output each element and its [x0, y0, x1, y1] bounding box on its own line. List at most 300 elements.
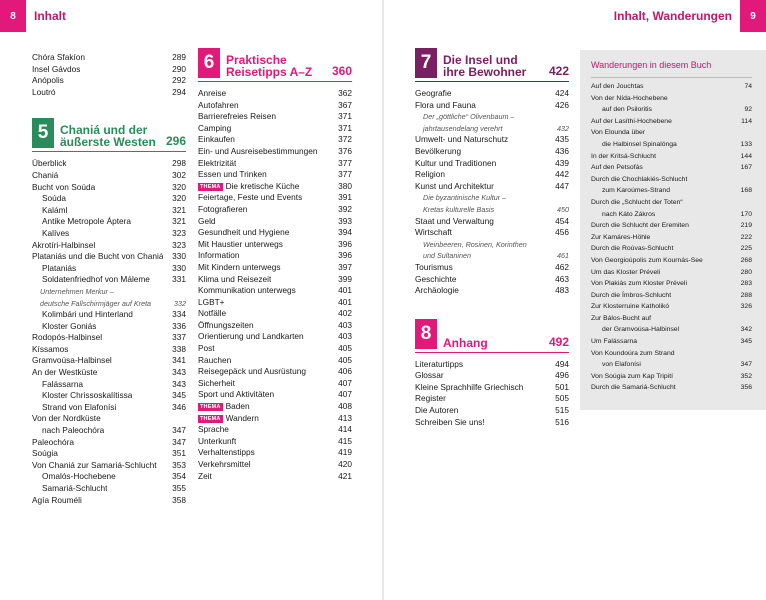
- toc-entry[interactable]: [198, 239, 352, 251]
- hike-entry[interactable]: [580, 116, 766, 128]
- toc-entry[interactable]: [198, 320, 352, 332]
- toc-entry-title: [415, 111, 514, 123]
- toc-entry-text: Bucht von Soúda: [32, 181, 96, 192]
- toc-entry-page: 289: [172, 52, 186, 62]
- toc-entry-page: 320: [172, 193, 186, 204]
- toc-entry[interactable]: [32, 413, 186, 425]
- toc-entry-text: Orientierung und Landkarten: [198, 331, 304, 342]
- toc-entry-title: [415, 359, 463, 371]
- toc-entry-title: [32, 286, 114, 298]
- toc-entry[interactable]: [198, 378, 352, 390]
- toc-entry-title: [198, 436, 236, 448]
- hike-entry-page: 326: [740, 303, 752, 311]
- toc-entry-text: Loutró: [32, 86, 56, 97]
- toc-entry-text: Kíssamos: [32, 343, 69, 354]
- chapter-page: 296: [165, 134, 186, 149]
- toc-entry[interactable]: [32, 158, 186, 170]
- toc-entry[interactable]: [415, 181, 569, 193]
- toc-entry[interactable]: [415, 123, 569, 135]
- toc-entry-title: [415, 216, 494, 228]
- toc-entry[interactable]: [32, 240, 186, 252]
- toc-entry-title: [32, 158, 67, 170]
- toc-entry-page: 483: [555, 285, 569, 296]
- toc-entry-text: Weinbeeren, Rosinen, Korinthen: [423, 239, 527, 249]
- hike-entry[interactable]: [580, 232, 766, 244]
- hike-entry[interactable]: [580, 371, 766, 383]
- hike-entry-title: von Elafonísi: [602, 361, 641, 369]
- chapter-heading[interactable]: [415, 48, 569, 82]
- wanderungen-title: Wanderungen in diesem Buch: [591, 60, 712, 70]
- toc-entry-page: 334: [172, 309, 186, 320]
- toc-entry-text: und Sultaninen: [423, 251, 471, 261]
- toc-entry-title: [415, 417, 485, 429]
- toc-entry-page: 401: [338, 296, 352, 307]
- toc-entry[interactable]: [198, 401, 352, 413]
- toc-entry[interactable]: [415, 262, 569, 274]
- toc-entry[interactable]: [415, 100, 569, 112]
- toc-entry-title: [415, 158, 496, 170]
- toc-entry[interactable]: [198, 146, 352, 158]
- toc-entry[interactable]: [198, 227, 352, 239]
- toc-entry[interactable]: [32, 425, 186, 437]
- toc-entry[interactable]: [415, 227, 569, 239]
- toc-entry-page: 362: [338, 88, 352, 98]
- toc-entry[interactable]: [32, 471, 186, 483]
- toc-entry[interactable]: [198, 158, 352, 170]
- toc-entry[interactable]: [415, 111, 569, 123]
- toc-entry-page: 377: [338, 169, 352, 180]
- hike-entry-title: Von der Nída-Hochebene: [591, 94, 668, 102]
- hike-entry[interactable]: [580, 336, 766, 348]
- toc-entry-title: [198, 227, 289, 239]
- toc-entry-page: 461: [557, 251, 569, 261]
- toc-entry[interactable]: [198, 355, 352, 367]
- toc-entry-page: 454: [555, 215, 569, 226]
- hike-entry-page: 170: [740, 210, 752, 218]
- toc-entry[interactable]: [32, 355, 186, 367]
- toc-entry-title: [415, 393, 446, 405]
- toc-entry[interactable]: [415, 250, 569, 262]
- toc-entry-page: 345: [172, 390, 186, 401]
- toc-entry-page: 415: [338, 435, 352, 446]
- toc-entry-text: Kalíves: [42, 227, 70, 238]
- toc-entry-text: Geschichte: [415, 273, 457, 284]
- toc-entry[interactable]: [32, 379, 186, 391]
- hike-entry-page: 144: [740, 152, 752, 160]
- toc-entry-title: [32, 332, 102, 344]
- toc-entry-text: Mit Kindern unterwegs: [198, 261, 281, 272]
- toc-entry-title: [415, 405, 458, 417]
- toc-entry[interactable]: [198, 169, 352, 181]
- toc-entry[interactable]: [415, 134, 569, 146]
- toc-entry[interactable]: [32, 228, 186, 240]
- toc-entry-page: 463: [555, 273, 569, 284]
- toc-entry-text: Chaniá: [32, 169, 59, 180]
- toc-entry-title: [198, 216, 216, 228]
- toc-entry-page: 371: [338, 122, 352, 133]
- toc-entry-text: Autofahren: [198, 99, 239, 110]
- toc-entry-title: [32, 75, 64, 87]
- toc-entry[interactable]: [198, 297, 352, 309]
- toc-entry[interactable]: [32, 460, 186, 472]
- thema-badge: THEMA: [200, 404, 221, 411]
- toc-entry[interactable]: [198, 262, 352, 274]
- toc-entry-page: 403: [338, 319, 352, 330]
- toc-entry-text: Kolimbári und Hinterland: [42, 309, 133, 320]
- hike-entry-title: Von Soúgia zum Kap Tripití: [591, 372, 673, 380]
- toc-entry[interactable]: [32, 390, 186, 402]
- toc-entry-title: [415, 146, 461, 158]
- toc-entry[interactable]: [32, 367, 186, 379]
- toc-entry-page: 439: [555, 157, 569, 168]
- hike-entry[interactable]: [580, 139, 766, 151]
- toc-entry[interactable]: [198, 216, 352, 228]
- toc-entry-page: 496: [555, 370, 569, 381]
- toc-entry-page: 515: [555, 405, 569, 416]
- hike-entry[interactable]: [580, 104, 766, 116]
- hike-entry-page: 283: [740, 280, 752, 288]
- toc-entry[interactable]: [32, 437, 186, 449]
- toc-entry[interactable]: [198, 331, 352, 343]
- toc-entry-title: [415, 169, 445, 181]
- toc-entry[interactable]: [415, 192, 569, 204]
- toc-entry[interactable]: [198, 436, 352, 448]
- toc-entry-text: Der „göttliche“ Olivenbaum –: [423, 112, 515, 122]
- chapter-page: 492: [548, 334, 569, 349]
- hike-entry-title: auf den Psiloritis: [602, 106, 652, 114]
- toc-entry[interactable]: [415, 405, 569, 417]
- hike-entry[interactable]: [580, 93, 766, 105]
- thema-badge: THEMA: [200, 415, 221, 422]
- toc-entry[interactable]: [198, 343, 352, 355]
- toc-entry-page: 406: [338, 366, 352, 377]
- toc-entry[interactable]: [32, 182, 186, 194]
- page-number-left: 8: [0, 0, 26, 32]
- toc-entry-text: Omalós-Hochebene: [42, 471, 116, 482]
- hike-entry[interactable]: [580, 301, 766, 313]
- toc-entry[interactable]: [198, 204, 352, 216]
- chapter-page: 360: [331, 64, 352, 78]
- toc-entry-text: Kleine Sprachhilfe Griechisch: [415, 381, 524, 392]
- toc-entry[interactable]: [415, 417, 569, 429]
- toc-entry-page: 346: [172, 401, 186, 412]
- toc-entry-page: 367: [338, 99, 352, 110]
- toc-entry[interactable]: [32, 309, 186, 321]
- toc-entry-text: Soúda: [42, 193, 66, 204]
- toc-entry-title: [415, 123, 503, 135]
- toc-entry-page: 355: [172, 483, 186, 493]
- hike-entry-title: die Halbinsel Spinalónga: [602, 140, 677, 148]
- toc-entry-page: 377: [338, 157, 352, 168]
- toc-entry-title: [32, 182, 95, 194]
- hike-entry[interactable]: [580, 127, 766, 139]
- hike-entry-title: Durch die Roúvas-Schlucht: [591, 245, 674, 253]
- hike-entry[interactable]: [580, 197, 766, 209]
- toc-entry-page: 354: [172, 471, 186, 482]
- toc-entry-title: [32, 390, 132, 402]
- toc-entry[interactable]: [32, 321, 186, 333]
- toc-entry[interactable]: [32, 87, 186, 99]
- hike-entry-page: 280: [740, 268, 752, 276]
- toc-entry-page: 347: [172, 425, 186, 436]
- toc-entry[interactable]: [198, 134, 352, 146]
- toc-entry[interactable]: [32, 274, 186, 286]
- toc-entry-page: 391: [338, 192, 352, 203]
- toc-entry[interactable]: [32, 402, 186, 414]
- toc-entry-title: [32, 402, 116, 414]
- toc-entry-text: Falássarna: [42, 378, 84, 389]
- toc-entry-title: [198, 123, 231, 135]
- toc-entry[interactable]: [415, 216, 569, 228]
- toc-entry-text: Kloster Goniás: [42, 320, 97, 331]
- toc-entry-text: Strand von Elafonísi: [42, 401, 117, 412]
- toc-entry-page: 450: [557, 204, 569, 214]
- toc-entry-title: [198, 401, 250, 413]
- hike-entry-title: Zur Bálos-Bucht auf: [591, 314, 652, 322]
- toc-entry[interactable]: [415, 158, 569, 170]
- hike-entry-page: 268: [740, 256, 752, 264]
- hike-entry[interactable]: [580, 382, 766, 394]
- toc-entry[interactable]: [32, 263, 186, 275]
- toc-entry-page: 421: [338, 470, 352, 481]
- toc-entry-page: 394: [338, 227, 352, 238]
- thema-badge: THEMA: [200, 183, 221, 190]
- toc-column-1: [32, 52, 186, 506]
- toc-entry-title: [32, 216, 131, 228]
- hike-entry-title: Durch die „Schlucht der Toten“: [591, 198, 683, 206]
- toc-entry[interactable]: [198, 413, 352, 425]
- toc-entry-title: [32, 460, 157, 472]
- toc-entry[interactable]: [32, 344, 186, 356]
- toc-entry-title: [198, 447, 255, 459]
- toc-entry-text: Sicherheit: [198, 377, 235, 388]
- hike-entry[interactable]: [580, 151, 766, 163]
- toc-entry-page: 505: [555, 393, 569, 404]
- running-title-right: Inhalt, Wanderungen: [383, 0, 740, 32]
- chapter-heading[interactable]: [415, 319, 569, 353]
- toc-entry[interactable]: [32, 52, 186, 64]
- toc-entry-page: 323: [172, 227, 186, 238]
- toc-entry-text: Ein- und Ausreisebestimmungen: [198, 145, 318, 156]
- toc-entry-page: 392: [338, 203, 352, 214]
- toc-entry[interactable]: [415, 239, 569, 251]
- chapter-heading[interactable]: [32, 118, 186, 152]
- hike-entry[interactable]: [580, 348, 766, 360]
- toc-entry[interactable]: [415, 88, 569, 100]
- toc-entry[interactable]: [415, 204, 569, 216]
- toc-entry-title: [32, 483, 107, 495]
- hike-entry-title: In der Kritsá-Schlucht: [591, 152, 656, 160]
- hike-entry[interactable]: [580, 359, 766, 371]
- toc-entry-title: [415, 227, 452, 239]
- hike-entry[interactable]: [580, 313, 766, 325]
- hike-entry[interactable]: [580, 209, 766, 221]
- toc-entry[interactable]: [415, 382, 569, 394]
- toc-entry[interactable]: [32, 64, 186, 76]
- toc-entry-text: Verhaltenstipps: [198, 447, 255, 458]
- toc-entry[interactable]: [198, 366, 352, 378]
- toc-entry-text: Baden: [225, 401, 250, 412]
- hike-entry[interactable]: [580, 220, 766, 232]
- toc-entry-page: 358: [172, 494, 186, 505]
- hike-entry[interactable]: [580, 174, 766, 186]
- toc-entry[interactable]: [32, 205, 186, 217]
- toc-entry-text: Kommunikation unterwegs: [198, 285, 296, 296]
- toc-entry[interactable]: [32, 75, 186, 87]
- toc-entry[interactable]: [32, 495, 186, 507]
- hike-entry[interactable]: [580, 278, 766, 290]
- toc-entry-text: Unternehmen Merkur –: [40, 286, 114, 296]
- toc-entry-title: [32, 170, 58, 182]
- toc-entry-title: [198, 262, 281, 274]
- toc-entry[interactable]: [198, 447, 352, 459]
- toc-entry[interactable]: [198, 285, 352, 297]
- toc-entry-text: Die Autoren: [415, 405, 459, 416]
- toc-entry[interactable]: [415, 359, 569, 371]
- toc-entry-page: 343: [172, 367, 186, 378]
- toc-entry[interactable]: [32, 286, 186, 298]
- toc-entry-page: 302: [172, 169, 186, 180]
- toc-entry[interactable]: [198, 181, 352, 193]
- toc-entry-page: 414: [338, 424, 352, 435]
- toc-entry-text: Kretas kulturelle Basis: [423, 204, 495, 214]
- toc-entry-page: 353: [172, 459, 186, 470]
- toc-entry-text: nach Paleochóra: [42, 425, 105, 436]
- toc-entry-text: Schreiben Sie uns!: [415, 416, 485, 427]
- toc-entry[interactable]: [415, 285, 569, 297]
- toc-entry[interactable]: [415, 370, 569, 382]
- hike-entry[interactable]: [580, 267, 766, 279]
- toc-entry[interactable]: [415, 146, 569, 158]
- hike-entry-title: Um das Kloster Préveli: [591, 268, 661, 276]
- hike-entry-page: 288: [740, 291, 752, 299]
- toc-entry[interactable]: [32, 170, 186, 182]
- hike-entry[interactable]: [580, 185, 766, 197]
- toc-entry[interactable]: [198, 192, 352, 204]
- toc-entry-page: 447: [555, 180, 569, 191]
- toc-entry-page: 401: [338, 285, 352, 296]
- hike-entry[interactable]: [580, 255, 766, 267]
- toc-entry-text: Insel Gávdos: [32, 63, 81, 74]
- toc-entry[interactable]: [198, 250, 352, 262]
- toc-entry-text: Feiertage, Feste und Events: [198, 192, 303, 203]
- toc-entry[interactable]: [32, 216, 186, 228]
- toc-entry-title: [32, 251, 163, 263]
- toc-entry-title: [32, 52, 85, 64]
- hike-entry-page: 219: [740, 222, 752, 230]
- hike-entry[interactable]: [580, 81, 766, 93]
- toc-entry-page: 516: [555, 416, 569, 427]
- toc-entry[interactable]: [32, 448, 186, 460]
- toc-entry-text: Archäologie: [415, 285, 459, 296]
- toc-entry-page: 343: [172, 378, 186, 389]
- toc-entry-text: Anreise: [198, 88, 227, 98]
- toc-entry-text: Glossar: [415, 370, 444, 381]
- toc-entry[interactable]: [415, 274, 569, 286]
- chapter-number: 8: [415, 319, 437, 349]
- hike-entry[interactable]: [580, 243, 766, 255]
- toc-entry-title: [198, 204, 247, 216]
- toc-entry-title: [198, 169, 267, 181]
- toc-entry-title: [32, 379, 83, 391]
- toc-entry-title: [32, 193, 66, 205]
- hike-entry-page: 352: [740, 372, 752, 380]
- toc-entry-text: Kaláml: [42, 204, 68, 215]
- toc-entry-page: 462: [555, 261, 569, 272]
- toc-entry-text: Kunst und Architektur: [415, 180, 494, 191]
- hike-entry-title: nach Káto Zákros: [602, 210, 656, 218]
- toc-entry-page: 407: [338, 377, 352, 388]
- hike-entry-title: Auf der Lasíthi-Hochebene: [591, 117, 672, 125]
- toc-entry-page: 371: [338, 111, 352, 122]
- toc-column-2: [198, 48, 352, 482]
- toc-entry-page: 413: [338, 412, 352, 423]
- toc-entry[interactable]: [32, 332, 186, 344]
- toc-entry[interactable]: [198, 471, 352, 483]
- toc-entry-page: 436: [555, 145, 569, 156]
- toc-entry[interactable]: [198, 88, 352, 100]
- toc-entry-title: [198, 320, 254, 332]
- toc-entry-text: Paleochóra: [32, 436, 74, 447]
- toc-entry-text: Umwelt- und Naturschutz: [415, 134, 509, 145]
- chapter-heading[interactable]: [198, 48, 352, 82]
- toc-entry-page: 338: [172, 343, 186, 354]
- chapter-number: 5: [32, 118, 54, 148]
- toc-entry-page: 396: [338, 250, 352, 261]
- toc-entry[interactable]: [198, 424, 352, 436]
- toc-entry[interactable]: [32, 483, 186, 495]
- toc-entry-page: 321: [172, 204, 186, 215]
- toc-entry-text: Religion: [415, 169, 445, 180]
- toc-entry-title: [32, 321, 96, 333]
- toc-entry-page: 336: [172, 320, 186, 331]
- toc-entry-title: [198, 366, 306, 378]
- toc-entry[interactable]: [198, 123, 352, 135]
- toc-entry[interactable]: [415, 169, 569, 181]
- toc-entry-text: Staat und Verwaltung: [415, 215, 494, 226]
- toc-entry-page: 426: [555, 99, 569, 110]
- toc-entry-title: [32, 228, 69, 240]
- toc-entry-title: [198, 100, 239, 112]
- toc-entry[interactable]: [32, 193, 186, 205]
- toc-entry-text: Literaturtipps: [415, 358, 463, 369]
- hike-entry-page: 167: [740, 164, 752, 172]
- hike-entry-page: 74: [744, 83, 752, 90]
- toc-entry[interactable]: [198, 389, 352, 401]
- wanderungen-list: [580, 81, 766, 394]
- toc-column-3: [415, 48, 569, 428]
- toc-entry[interactable]: [32, 298, 186, 310]
- toc-entry[interactable]: [198, 100, 352, 112]
- toc-entry-title: [415, 239, 527, 251]
- hike-entry[interactable]: [580, 162, 766, 174]
- toc-entry[interactable]: [198, 308, 352, 320]
- toc-entry[interactable]: [198, 111, 352, 123]
- toc-entry[interactable]: [415, 393, 569, 405]
- toc-entry-text: Camping: [198, 122, 232, 133]
- toc-entry-text: Sport und Aktivitäten: [198, 389, 275, 400]
- toc-entry-title: [415, 100, 476, 112]
- toc-entry-text: Öffnungszeiten: [198, 319, 254, 330]
- toc-entry[interactable]: [198, 459, 352, 471]
- hike-entry[interactable]: [580, 290, 766, 302]
- toc-entry-title: [32, 87, 56, 99]
- toc-entry[interactable]: [32, 251, 186, 263]
- page-number-right: 9: [740, 0, 766, 32]
- hike-entry[interactable]: [580, 324, 766, 336]
- toc-entry-page: 494: [555, 358, 569, 369]
- toc-entry[interactable]: [198, 274, 352, 286]
